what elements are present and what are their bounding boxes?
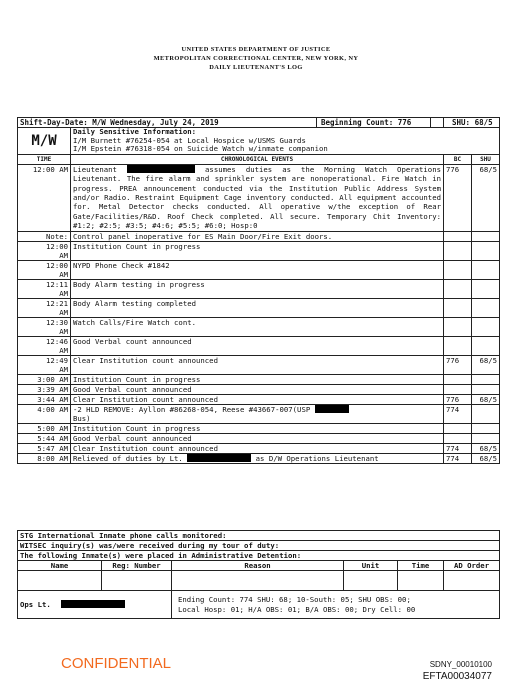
event-row <box>18 433 500 443</box>
event-bc <box>444 317 472 336</box>
event-time-meridiem: AM <box>59 345 68 355</box>
event-time-value: 12:49 <box>46 355 68 365</box>
event-row <box>18 164 500 231</box>
event-bc: 774 <box>444 443 472 453</box>
admin-col-time: Time <box>398 561 444 571</box>
event-text-b: assumes duties as the Morning Watch Operations Lieutenant. The fire alarm and sprinkler system are nonoperational. Fire Watch in progress. PREA announcement conducted via the Institution Public Address System and/or Radio. Restraint Equipment Cage inventory conducted. All equipment accounted for. Metal Detector checks conducted. All operative w/the exception of Rear Gate/Facilities/R&D. Roof Check completed. All secure. Temporary Chit Inventory: #1:2; #2:5; #3:5; #4:6; #5:5; #6:0; Hosp:0 <box>73 164 441 231</box>
event-time <box>18 404 71 423</box>
event-time-value: 3:00 AM <box>37 374 68 384</box>
event-text <box>71 423 444 433</box>
event-text <box>71 279 444 298</box>
event-text-value: Institution Count in progress <box>73 241 201 251</box>
admin-blank-row <box>18 571 500 591</box>
event-row <box>18 374 500 384</box>
event-row <box>18 443 500 453</box>
event-row <box>18 453 500 463</box>
event-text-value: Good Verbal count announced <box>73 384 192 394</box>
admin-col-ad-order: AD Order <box>444 561 500 571</box>
event-bc: 776 <box>444 164 472 231</box>
event-time <box>18 336 71 355</box>
event-shu <box>472 260 500 279</box>
event-bc: 774 <box>444 404 472 423</box>
event-row <box>18 231 500 241</box>
event-time-value: 5:44 AM <box>37 433 68 443</box>
event-row <box>18 404 500 423</box>
event-shu: 68/5 <box>472 453 500 463</box>
admin-header-row <box>18 561 500 571</box>
event-text-value: Control panel inoperative for ES Main Door/Fire Exit doors. <box>73 231 333 241</box>
facility-title: METROPOLITAN CORRECTIONAL CENTER, NEW YORK, NY <box>153 55 359 62</box>
event-text <box>71 241 444 260</box>
event-time <box>18 241 71 260</box>
admin-col-unit: Unit <box>344 561 398 571</box>
event-bc <box>444 260 472 279</box>
event-time-value: Note: <box>46 231 68 241</box>
stg-line: STG International Inmate phone calls monitored: <box>18 531 500 541</box>
event-text-value: Institution Count in progress <box>73 423 201 433</box>
event-time-meridiem: AM <box>59 250 68 260</box>
log-table <box>17 117 500 464</box>
event-time-value: 12:46 <box>46 336 68 346</box>
event-time <box>18 374 71 384</box>
bates-efta: EFTA00034077 <box>422 671 492 682</box>
event-text <box>71 231 444 241</box>
event-time <box>18 317 71 336</box>
event-time <box>18 423 71 433</box>
event-text-value: Clear Institution count announced <box>73 394 218 404</box>
event-row <box>18 279 500 298</box>
event-text <box>71 404 444 423</box>
confidential-stamp: CONFIDENTIAL <box>61 655 172 672</box>
event-text <box>71 164 444 231</box>
ops-lt-label: Ops Lt. <box>20 600 51 609</box>
redaction-block <box>187 454 251 462</box>
col-events: CHRONOLOGICAL EVENTS <box>71 154 444 164</box>
col-time: TIME <box>18 154 71 164</box>
event-bc <box>444 298 472 317</box>
sensitive-row <box>18 128 500 155</box>
event-text-value: NYPD Phone Check #1842 <box>73 260 170 270</box>
admin-col-reg: Reg: Number <box>102 561 172 571</box>
event-bc <box>444 336 472 355</box>
ending-count-line-1: Ending Count: 774 SHU: 68; 10-South: 05; SHU OBS: 00; <box>178 594 411 604</box>
event-text <box>71 374 444 384</box>
event-time-value: 5:00 AM <box>37 423 68 433</box>
event-text-b: Bus) <box>73 413 91 423</box>
event-time <box>18 394 71 404</box>
signature-row <box>18 591 500 619</box>
event-shu <box>472 231 500 241</box>
event-time <box>18 231 71 241</box>
event-bc: 776 <box>444 355 472 374</box>
event-bc <box>444 279 472 298</box>
event-text-value: Body Alarm testing in progress <box>73 279 205 289</box>
shu-count: SHU: 68/5 <box>444 118 500 128</box>
event-bc: 776 <box>444 394 472 404</box>
witsec-line: WITSEC inquiry(s) was/were received during my tour of duty: <box>18 541 500 551</box>
event-row <box>18 394 500 404</box>
event-text <box>71 336 444 355</box>
admin-col-reason: Reason <box>172 561 344 571</box>
event-text <box>71 317 444 336</box>
event-shu: 68/5 <box>472 443 500 453</box>
event-time-value: 12:21 <box>46 298 68 308</box>
event-time <box>18 443 71 453</box>
event-text-value: Clear Institution count announced <box>73 443 218 453</box>
event-row <box>18 384 500 394</box>
event-shu <box>472 279 500 298</box>
event-shu <box>472 336 500 355</box>
event-time-value: 12:30 <box>46 317 68 327</box>
event-time <box>18 260 71 279</box>
event-text <box>71 384 444 394</box>
shift-date: Shift-Day-Date: M/W Wednesday, July 24, 2019 <box>20 118 219 127</box>
event-time-value: 12:00 <box>46 260 68 270</box>
event-text-a: -2 HLD REMOVE: Ayllon #86268-054, Reese #43667-007(USP <box>73 404 311 414</box>
event-row <box>18 260 500 279</box>
event-bc <box>444 231 472 241</box>
event-time <box>18 453 71 463</box>
event-row <box>18 317 500 336</box>
sensitive-title: Daily Sensitive Information: <box>73 127 197 136</box>
event-row <box>18 355 500 374</box>
col-shu: SHU <box>472 154 500 164</box>
event-time-meridiem: AM <box>59 269 68 279</box>
event-bc <box>444 384 472 394</box>
redaction-block <box>127 165 195 173</box>
event-text-value: Body Alarm testing completed <box>73 298 197 308</box>
event-shu: 68/5 <box>472 164 500 231</box>
event-bc <box>444 433 472 443</box>
event-text <box>71 433 444 443</box>
event-shu <box>472 241 500 260</box>
event-time-value: 12:00 AM <box>32 164 68 174</box>
event-text <box>71 443 444 453</box>
event-row <box>18 241 500 260</box>
event-text-value: Good Verbal count announced <box>73 336 192 346</box>
event-row <box>18 298 500 317</box>
admin-col-name: Name <box>18 561 102 571</box>
sensitive-line-1: I/M Burnett #76254-054 at Local Hospice w/USMS Guards <box>73 135 306 145</box>
event-time-meridiem: AM <box>59 364 68 374</box>
event-time-meridiem: AM <box>59 288 68 298</box>
event-text-value: Clear Institution count announced <box>73 355 218 365</box>
footer-table <box>17 530 500 619</box>
event-time-value: 5:47 AM <box>37 443 68 453</box>
event-text-b: as D/W Operations Lieutenant <box>255 453 379 463</box>
event-time-value: 4:00 AM <box>37 404 68 414</box>
event-shu <box>472 423 500 433</box>
event-time <box>18 279 71 298</box>
event-time-value: 3:39 AM <box>37 384 68 394</box>
event-time-meridiem: AM <box>59 326 68 336</box>
event-time-meridiem: AM <box>59 307 68 317</box>
event-text <box>71 453 444 463</box>
bates-sdny: SDNY_00010100 <box>429 660 492 669</box>
beginning-count: Beginning Count: 776 <box>316 118 411 128</box>
event-shu <box>472 298 500 317</box>
event-shu: 68/5 <box>472 355 500 374</box>
admin-detention-line: The following Inmate(s) were placed in Administrative Detention: <box>18 551 500 561</box>
event-shu: 68/5 <box>472 394 500 404</box>
event-text-a: Lieutenant <box>73 164 117 174</box>
event-shu <box>472 404 500 423</box>
event-bc <box>444 423 472 433</box>
column-header-row <box>18 154 500 164</box>
event-time-value: 8:00 AM <box>37 453 68 463</box>
event-bc <box>444 241 472 260</box>
event-time <box>18 164 71 231</box>
sensitive-line-2: I/M Epstein #76318-054 on Suicide Watch w/inmate companion <box>73 144 328 154</box>
redaction-block <box>61 600 125 608</box>
event-text <box>71 260 444 279</box>
event-shu <box>472 374 500 384</box>
event-text-value: Watch Calls/Fire Watch cont. <box>73 317 197 327</box>
event-time-value: 12:11 <box>46 279 68 289</box>
event-bc <box>444 374 472 384</box>
event-row <box>18 423 500 433</box>
event-row <box>18 336 500 355</box>
event-text-value: Good Verbal count announced <box>73 433 192 443</box>
event-text <box>71 394 444 404</box>
event-time <box>18 355 71 374</box>
event-time-value: 12:00 <box>46 241 68 251</box>
summary-row <box>18 118 500 128</box>
shift-code: M/W <box>18 128 71 155</box>
event-text-a: Relieved of duties by Lt. <box>73 453 183 463</box>
event-shu <box>472 384 500 394</box>
event-bc: 774 <box>444 453 472 463</box>
col-bc: BC <box>444 154 472 164</box>
event-time <box>18 384 71 394</box>
event-text <box>71 298 444 317</box>
ending-count-line-2: Local Hosp: 01; H/A OBS: 01; B/A OBS: 00; Dry Cell: 00 <box>178 604 416 614</box>
event-text-value: Institution Count in progress <box>73 374 201 384</box>
event-shu <box>472 317 500 336</box>
dept-title: UNITED STATES DEPARTMENT OF JUSTICE <box>181 46 331 53</box>
event-time-value: 3:44 AM <box>37 394 68 404</box>
event-time <box>18 433 71 443</box>
event-time <box>18 298 71 317</box>
event-shu <box>472 433 500 443</box>
event-text <box>71 355 444 374</box>
log-title: DAILY LIEUTENANT'S LOG <box>209 64 303 71</box>
redaction-block <box>315 405 349 413</box>
